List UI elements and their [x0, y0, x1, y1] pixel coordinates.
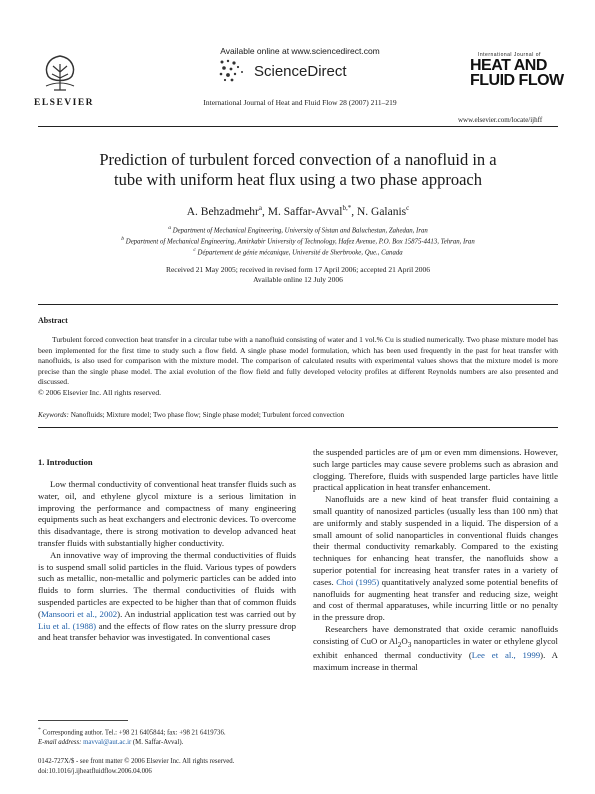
abstract-top-rule: [38, 304, 558, 305]
article-title: [38, 150, 558, 190]
affiliation-c: [38, 247, 558, 256]
footnote-mark: *: [38, 727, 41, 733]
affil-a-mark: a: [168, 225, 172, 231]
author-2-mark: b,*: [342, 204, 352, 212]
keywords-label: Keywords:: [38, 411, 69, 419]
p2-text-c: and the effects of flow rates on the slurry pressure drop and heat transfer behavior was investigated. In conventional cases: [38, 620, 296, 643]
r2-text-a: Nanofluids are a new kind of heat transfer fluid containing a small quantity of nanosized particles (usually less than 100 nm) that are uniformly and stably suspended in a liquid. The dispersion of a small amount of solid nanoparticles in conventional fluids changes their thermal conductivity remarkably. Compared to the existing techniques for enhancing heat transfer, the nanofluids show a superior potential for increasing heat transfer rates in a variety of cases.: [313, 494, 558, 587]
author-3: , N. Galanis: [351, 205, 407, 218]
abstract-copyright: © 2006 Elsevier Inc. All rights reserved.: [38, 387, 162, 397]
author-2: , M. Saffar-Avval: [262, 205, 343, 218]
keywords-list: Nanofluids; Mixture model; Two phase flow; Single phase model; Turbulent forced convection: [70, 411, 345, 419]
sciencedirect-dots-icon: [218, 58, 258, 82]
r3-text-a: Researchers have demonstrated that oxide ceramic nanofluids consisting of CuO or Al: [313, 623, 558, 646]
citation-lee[interactable]: Lee et al., 1999: [471, 650, 541, 661]
title-line-2: tube with uniform heat flux using a two phase approach: [114, 170, 482, 189]
paragraph-1: Low thermal conductivity of conventional heat transfer fluids such as water, oil, and ethylene glycol mixture is a serious limitation in improving the performance and compactness of many engineering equipments such as heat exchangers and electronic devices. To overcome this disadvantage, there is strong motivation to develop advanced heat transfer fluids with substantially higher conductivity.: [38, 479, 296, 548]
footnote-rule: [38, 720, 128, 721]
received-dates: Received 21 May 2005; received in revised form 17 April 2006; accepted 21 April 2006: [165, 265, 431, 274]
corresponding-author: Corresponding author. Tel.: +98 21 6405844; fax: +98 21 6419736.: [42, 729, 226, 737]
abstract-heading: Abstract: [38, 316, 68, 325]
journal-url[interactable]: www.elsevier.com/locate/ijhff: [458, 116, 543, 124]
journal-logo-subtitle: International Journal of: [478, 52, 541, 58]
email-link[interactable]: mavval@aut.ac.ir: [83, 738, 132, 746]
keywords: [38, 411, 558, 419]
journal-logo-line1: HEAT AND: [470, 57, 547, 74]
author-1: A. Behzadmehr: [186, 205, 259, 218]
footnote: [38, 726, 296, 747]
section-heading-introduction: 1. Introduction: [38, 457, 93, 467]
paragraph-r2: [313, 494, 558, 624]
available-online[interactable]: Available online at www.sciencedirect.com: [220, 46, 380, 56]
author-1-mark: a: [258, 204, 262, 212]
r3-sub-2: 3: [407, 639, 412, 649]
email-tail: (M. Saffar-Avval).: [132, 738, 184, 746]
journal-logo: [470, 58, 565, 88]
doi-line[interactable]: doi:10.1016/j.ijheatfluidflow.2006.04.006: [38, 767, 152, 775]
right-column: [313, 447, 558, 674]
available-date: Available online 12 July 2006: [253, 275, 343, 284]
journal-citation: International Journal of Heat and Fluid Flow 28 (2007) 211–219: [203, 98, 397, 107]
affiliation-b: [38, 236, 558, 245]
r3-sub-1: 2: [397, 639, 402, 649]
paragraph-2: [38, 550, 296, 644]
affil-c-mark: c: [193, 247, 196, 253]
r3-mid: O: [401, 635, 408, 646]
page-footer: [38, 757, 338, 776]
citation-choi[interactable]: Choi (1995): [336, 576, 380, 587]
elsevier-tree-logo: [38, 50, 82, 94]
affiliation-a: [38, 225, 558, 234]
r3-text-c: ). A maximum increase in thermal: [313, 650, 558, 673]
paragraph-r3: [313, 624, 558, 674]
citation-liu[interactable]: Liu et al. (1988): [38, 620, 97, 631]
p2-text-b: ). An industrial application test was carried out by: [117, 608, 296, 619]
email-label: E-mail address:: [38, 738, 82, 746]
p2-text-a: An innovative way of improving the thermal conductivities of fluids is to suspend small solid particles in the fluid. Various types of powders such as metallic, non-metallic and polymeric particles can be added into fluids to form slurries. The thermal conductivities of fluids with suspended particles are expected to be higher than that of common fluids (: [38, 549, 296, 619]
r3-text-b: nanoparticles in water or ethylene glycol exhibit enhanced thermal conductivity (: [313, 635, 558, 661]
sciencedirect-logo: ScienceDirect: [254, 63, 347, 80]
abstract-text: [38, 335, 558, 399]
title-line-1: Prediction of turbulent forced convection of a nanofluid in a: [99, 150, 497, 169]
header-rule: [38, 126, 558, 127]
affil-b-text: Department of Mechanical Engineering, Amirkabir University of Technology, Hafez Avenue, P.O. Box 15875-4413, Tehran, Iran: [125, 238, 475, 246]
author-list: [38, 204, 558, 218]
abstract-body: Turbulent forced convection heat transfer in a circular tube with a nanofluid consisting of water and 1 vol.% Cu is studied numerically. Two phase mixture model has been implemented for the first time to study such a flow field. A single phase model formulation, which has been used frequently in the past for heat transfer with nanofluids, is also used for comparison with the mixture model. The comparison of calculated results with experimental values shows that the mixture model is more precise than the single phase model. The axial evolution of the flow field and fully developed velocity profiles at different Reynolds numbers are also presented and discussed.: [38, 335, 558, 387]
issn-line: 0142-727X/$ - see front matter © 2006 Elsevier Inc. All rights reserved.: [38, 758, 235, 765]
affil-a-text: Department of Mechanical Engineering, University of Sistan and Baluchestan, Zahedan, Iran: [172, 227, 428, 235]
left-column: [38, 479, 296, 644]
r2-text-b: quantitatively analyzed some potential benefits of nanofluids for augmenting heat transfer and reducing size, weight and cost of thermal apparatuses, while incurring little or no penalty in the pressure drop.: [313, 576, 558, 623]
affil-c-text: Département de génie mécanique, Université de Sherbrooke, Que., Canada: [197, 249, 403, 257]
journal-logo-line2: FLUID FLOW: [470, 72, 564, 89]
affil-b-mark: b: [121, 236, 125, 242]
paragraph-r1: the suspended particles are of μm or even mm dimensions. However, such large particles may cause severe problems such as abrasion and clogging. Therefore, fluids with suspended large particles have little practical application in heat transfer enhancement.: [313, 447, 558, 493]
abstract-bottom-rule: [38, 427, 558, 428]
citation-mansoori[interactable]: Mansoori et al., 2002: [40, 608, 118, 619]
author-3-mark: c: [406, 204, 410, 212]
publisher-name: ELSEVIER: [34, 98, 95, 108]
